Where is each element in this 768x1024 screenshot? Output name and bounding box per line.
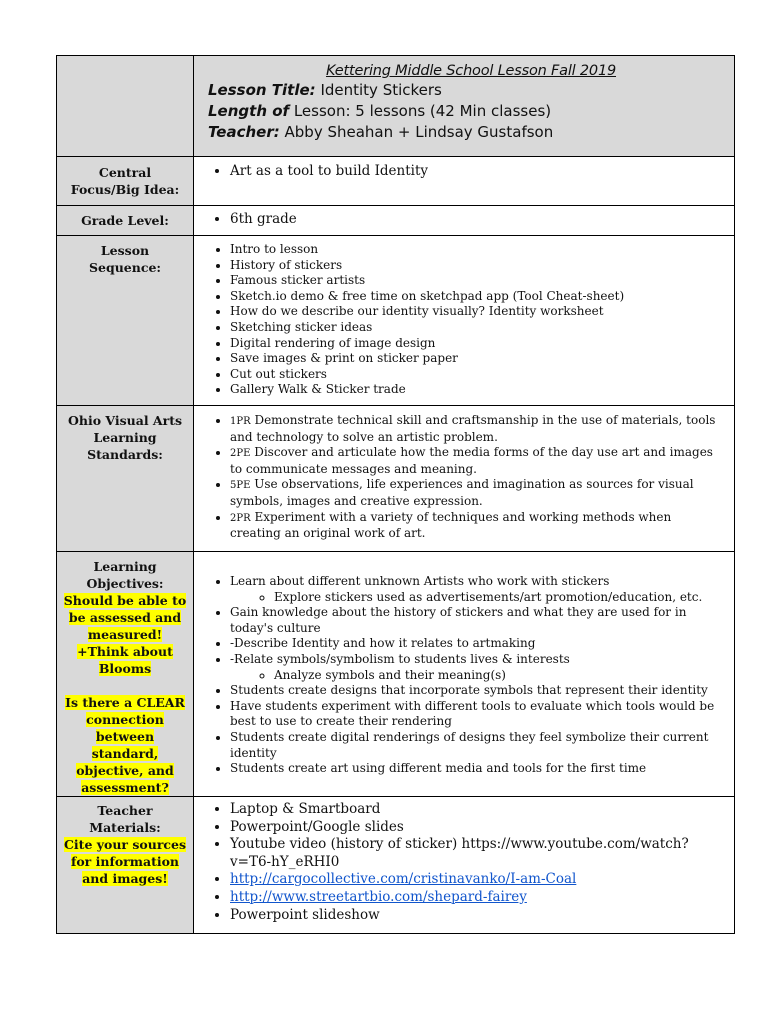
- standards-label-cell: [57, 406, 194, 552]
- standard-code: 5PE: [230, 480, 251, 492]
- list-item: [230, 889, 734, 907]
- materials-label: Teacher Materials:: [89, 803, 161, 835]
- list-item: • Cut out stickers: [230, 367, 734, 383]
- lesson-title-label: Lesson Title:: [208, 81, 316, 99]
- list-item: • Have students experiment with different tools to evaluate which tools would be best to use to create their rendering: [230, 699, 734, 730]
- list-item: • Intro to lesson: [230, 242, 734, 258]
- standards-label: Ohio Visual Arts Learning Standards:: [67, 413, 183, 462]
- list-item: • Gain knowledge about the history of stickers and what they are used for in today's culture: [230, 605, 734, 636]
- header-blank-cell: [57, 56, 194, 157]
- list-item: [230, 445, 734, 477]
- objectives-label: Learning Objectives:: [86, 559, 164, 591]
- lesson-sequence-cell: [194, 236, 735, 406]
- standard-text: Experiment with a variety of techniques and working methods when creating an original work of art.: [230, 509, 672, 541]
- lesson-header: [194, 56, 735, 157]
- lesson-length-label: Length of: [208, 102, 290, 120]
- list-item: • How do we describe our identity visually? Identity worksheet: [230, 304, 734, 320]
- central-focus-label: Central Focus/Big Idea:: [70, 165, 180, 197]
- list-item: • Laptop & Smartboard: [230, 801, 734, 819]
- central-focus-label-cell: [57, 157, 194, 206]
- list-item: ◦ Explore stickers used as advertisements/art promotion/education, etc.: [274, 590, 734, 606]
- standard-code: 1PR: [230, 416, 251, 427]
- standard-code: 2PR: [230, 512, 251, 524]
- cargocollective-link[interactable]: http://cargocollective.com/cristinavanko/I-am-Coal: [230, 871, 577, 888]
- standard-text: Use observations, life experiences and imagination as sources for visual symbols, images and creative expression.: [230, 477, 694, 508]
- standards-cell: [194, 406, 735, 552]
- teacher-line: [208, 122, 734, 143]
- list-item: ◦ Analyze symbols and their meaning(s): [274, 668, 734, 684]
- school-line: Kettering Middle School Lesson Fall 2019: [325, 63, 617, 79]
- objectives-cell: [194, 552, 735, 797]
- list-item: • Students create designs that incorporate symbols that represent their identity: [230, 683, 734, 699]
- list-item: [230, 413, 734, 445]
- lesson-sequence-label-cell: [57, 236, 194, 406]
- lesson-title-line: [208, 80, 734, 101]
- list-item: • Youtube video (history of sticker) https://www.youtube.com/watch?v=T6-hY_eRHI0: [230, 836, 734, 871]
- list-item: • Powerpoint/Google slides: [230, 819, 734, 837]
- list-item: • Digital rendering of image design: [230, 336, 734, 352]
- materials-cell: [194, 797, 735, 934]
- materials-note: Cite your sources for information and images!: [63, 837, 187, 886]
- list-item: • 6th grade: [230, 211, 734, 229]
- teacher-label: Teacher:: [208, 123, 280, 141]
- lesson-length-line: [208, 101, 734, 122]
- list-item: • -Describe Identity and how it relates to artmaking: [230, 636, 734, 652]
- list-item: • Learn about different unknown Artists who work with stickers: [230, 574, 734, 590]
- list-item: [230, 871, 734, 889]
- teacher-names: Abby Sheahan + Lindsay Gustafson: [284, 123, 554, 141]
- lesson-title: Identity Stickers: [320, 81, 442, 99]
- list-item: • Students create digital renderings of designs they feel symbolize their current identity: [230, 730, 734, 761]
- list-item: • Sketching sticker ideas: [230, 320, 734, 336]
- list-item: • Students create art using different media and tools for the first time: [230, 761, 734, 777]
- list-item: • Gallery Walk & Sticker trade: [230, 382, 734, 398]
- grade-level-label-cell: [57, 206, 194, 236]
- objectives-note-connection: Is there a CLEAR connection between standard, objective, and assessment?: [65, 695, 185, 795]
- materials-label-block: [57, 797, 193, 887]
- list-item: [230, 477, 734, 509]
- list-item: • History of stickers: [230, 258, 734, 274]
- objectives-note-assess: Should be able to be assessed and measured! +Think about Blooms: [63, 593, 187, 676]
- grade-level-cell: [194, 206, 735, 236]
- list-item: • Sketch.io demo & free time on sketchpad app (Tool Cheat-sheet): [230, 289, 734, 305]
- list-item: • -Relate symbols/symbolism to students lives & interests: [230, 652, 734, 668]
- list-item: [230, 510, 734, 542]
- lesson-length: Lesson: 5 lessons (42 Min classes): [293, 102, 552, 120]
- list-item: • Save images & print on sticker paper: [230, 351, 734, 367]
- standard-code: 2PE: [230, 448, 251, 460]
- standard-text: Discover and articulate how the media forms of the day use art and images to communicate messages and meaning.: [230, 445, 713, 476]
- central-focus-cell: [194, 157, 735, 206]
- grade-level-label: Grade Level:: [81, 213, 169, 228]
- materials-label-cell: [57, 797, 194, 934]
- streetartbio-link[interactable]: http://www.streetartbio.com/shepard-fairey: [230, 888, 527, 905]
- list-item: • Famous sticker artists: [230, 273, 734, 289]
- lesson-plan-table: [56, 55, 735, 934]
- list-item: • Powerpoint slideshow: [230, 907, 734, 925]
- standard-text: Demonstrate technical skill and craftsmanship in the use of materials, tools and technology to solve an artistic problem.: [230, 413, 716, 444]
- list-item: • Art as a tool to build Identity: [230, 163, 734, 181]
- lesson-sequence-label: Lesson Sequence:: [88, 243, 162, 275]
- objectives-label-block: [57, 552, 193, 796]
- objectives-label-cell: [57, 552, 194, 797]
